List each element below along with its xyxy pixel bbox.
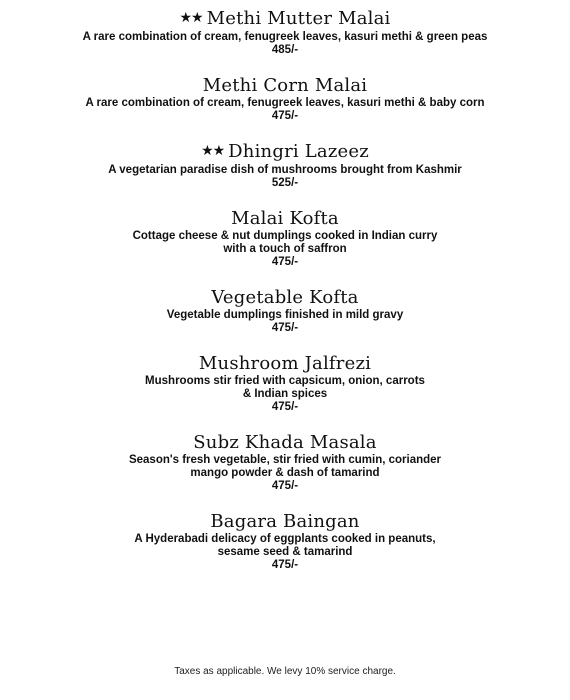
item-price: 475/- [271, 256, 299, 268]
item-name: Vegetable Kofta [211, 287, 359, 308]
menu-item-mushroom-jalfrezi [0, 353, 570, 414]
menu-item-methi-corn-malai [0, 75, 570, 123]
item-description: sesame seed & tamarind [217, 546, 353, 558]
item-description: A rare combination of cream, fenugreek leaves, kasuri methi & baby corn [85, 97, 485, 109]
item-price: 475/- [271, 322, 299, 334]
item-name: Bagara Baingan [210, 511, 360, 532]
item-description: A Hyderabadi delicacy of eggplants cooked in peanuts, [134, 533, 436, 545]
item-description: A vegetarian paradise dish of mushrooms brought from Kashmir [108, 164, 462, 176]
star-icon: ★★ [179, 10, 203, 26]
menu-item-vegetable-kofta [0, 287, 570, 335]
item-name-text: Methi Mutter Malai [206, 8, 391, 29]
item-price: 485/- [271, 44, 299, 56]
menu-item-dhingri-lazeez [0, 141, 570, 190]
item-description: & Indian spices [242, 388, 328, 400]
item-name [0, 141, 570, 164]
item-name: Malai Kofta [231, 208, 339, 229]
menu-item-methi-mutter-malai [0, 8, 570, 57]
item-price: 525/- [271, 177, 299, 189]
footer-note: Taxes as applicable. We levy 10% service charge. [174, 666, 396, 677]
item-description: Cottage cheese & nut dumplings cooked in Indian curry [132, 230, 438, 242]
item-description: Vegetable dumplings finished in mild gravy [166, 309, 404, 321]
item-name: Mushroom Jalfrezi [198, 353, 372, 374]
item-description: A rare combination of cream, fenugreek leaves, kasuri methi & green peas [82, 31, 488, 43]
item-name: Methi Corn Malai [202, 75, 368, 96]
item-price: 475/- [271, 480, 299, 492]
menu-list [0, 8, 570, 590]
item-price: 475/- [271, 110, 299, 122]
item-name: Subz Khada Masala [193, 432, 377, 453]
item-description: Mushrooms stir fried with capsicum, onion, carrots [145, 375, 425, 387]
item-price: 475/- [271, 559, 299, 571]
item-description: mango powder & dash of tamarind [190, 467, 380, 479]
item-description: Season's fresh vegetable, stir fried with cumin, coriander [128, 454, 442, 466]
item-description: with a touch of saffron [223, 243, 347, 255]
item-name-text: Dhingri Lazeez [228, 141, 369, 162]
menu-item-malai-kofta [0, 208, 570, 269]
menu-item-bagara-baingan [0, 511, 570, 572]
item-price: 475/- [271, 401, 299, 413]
item-name [0, 8, 570, 31]
menu-item-subz-khada-masala [0, 432, 570, 493]
star-icon: ★★ [201, 143, 225, 159]
